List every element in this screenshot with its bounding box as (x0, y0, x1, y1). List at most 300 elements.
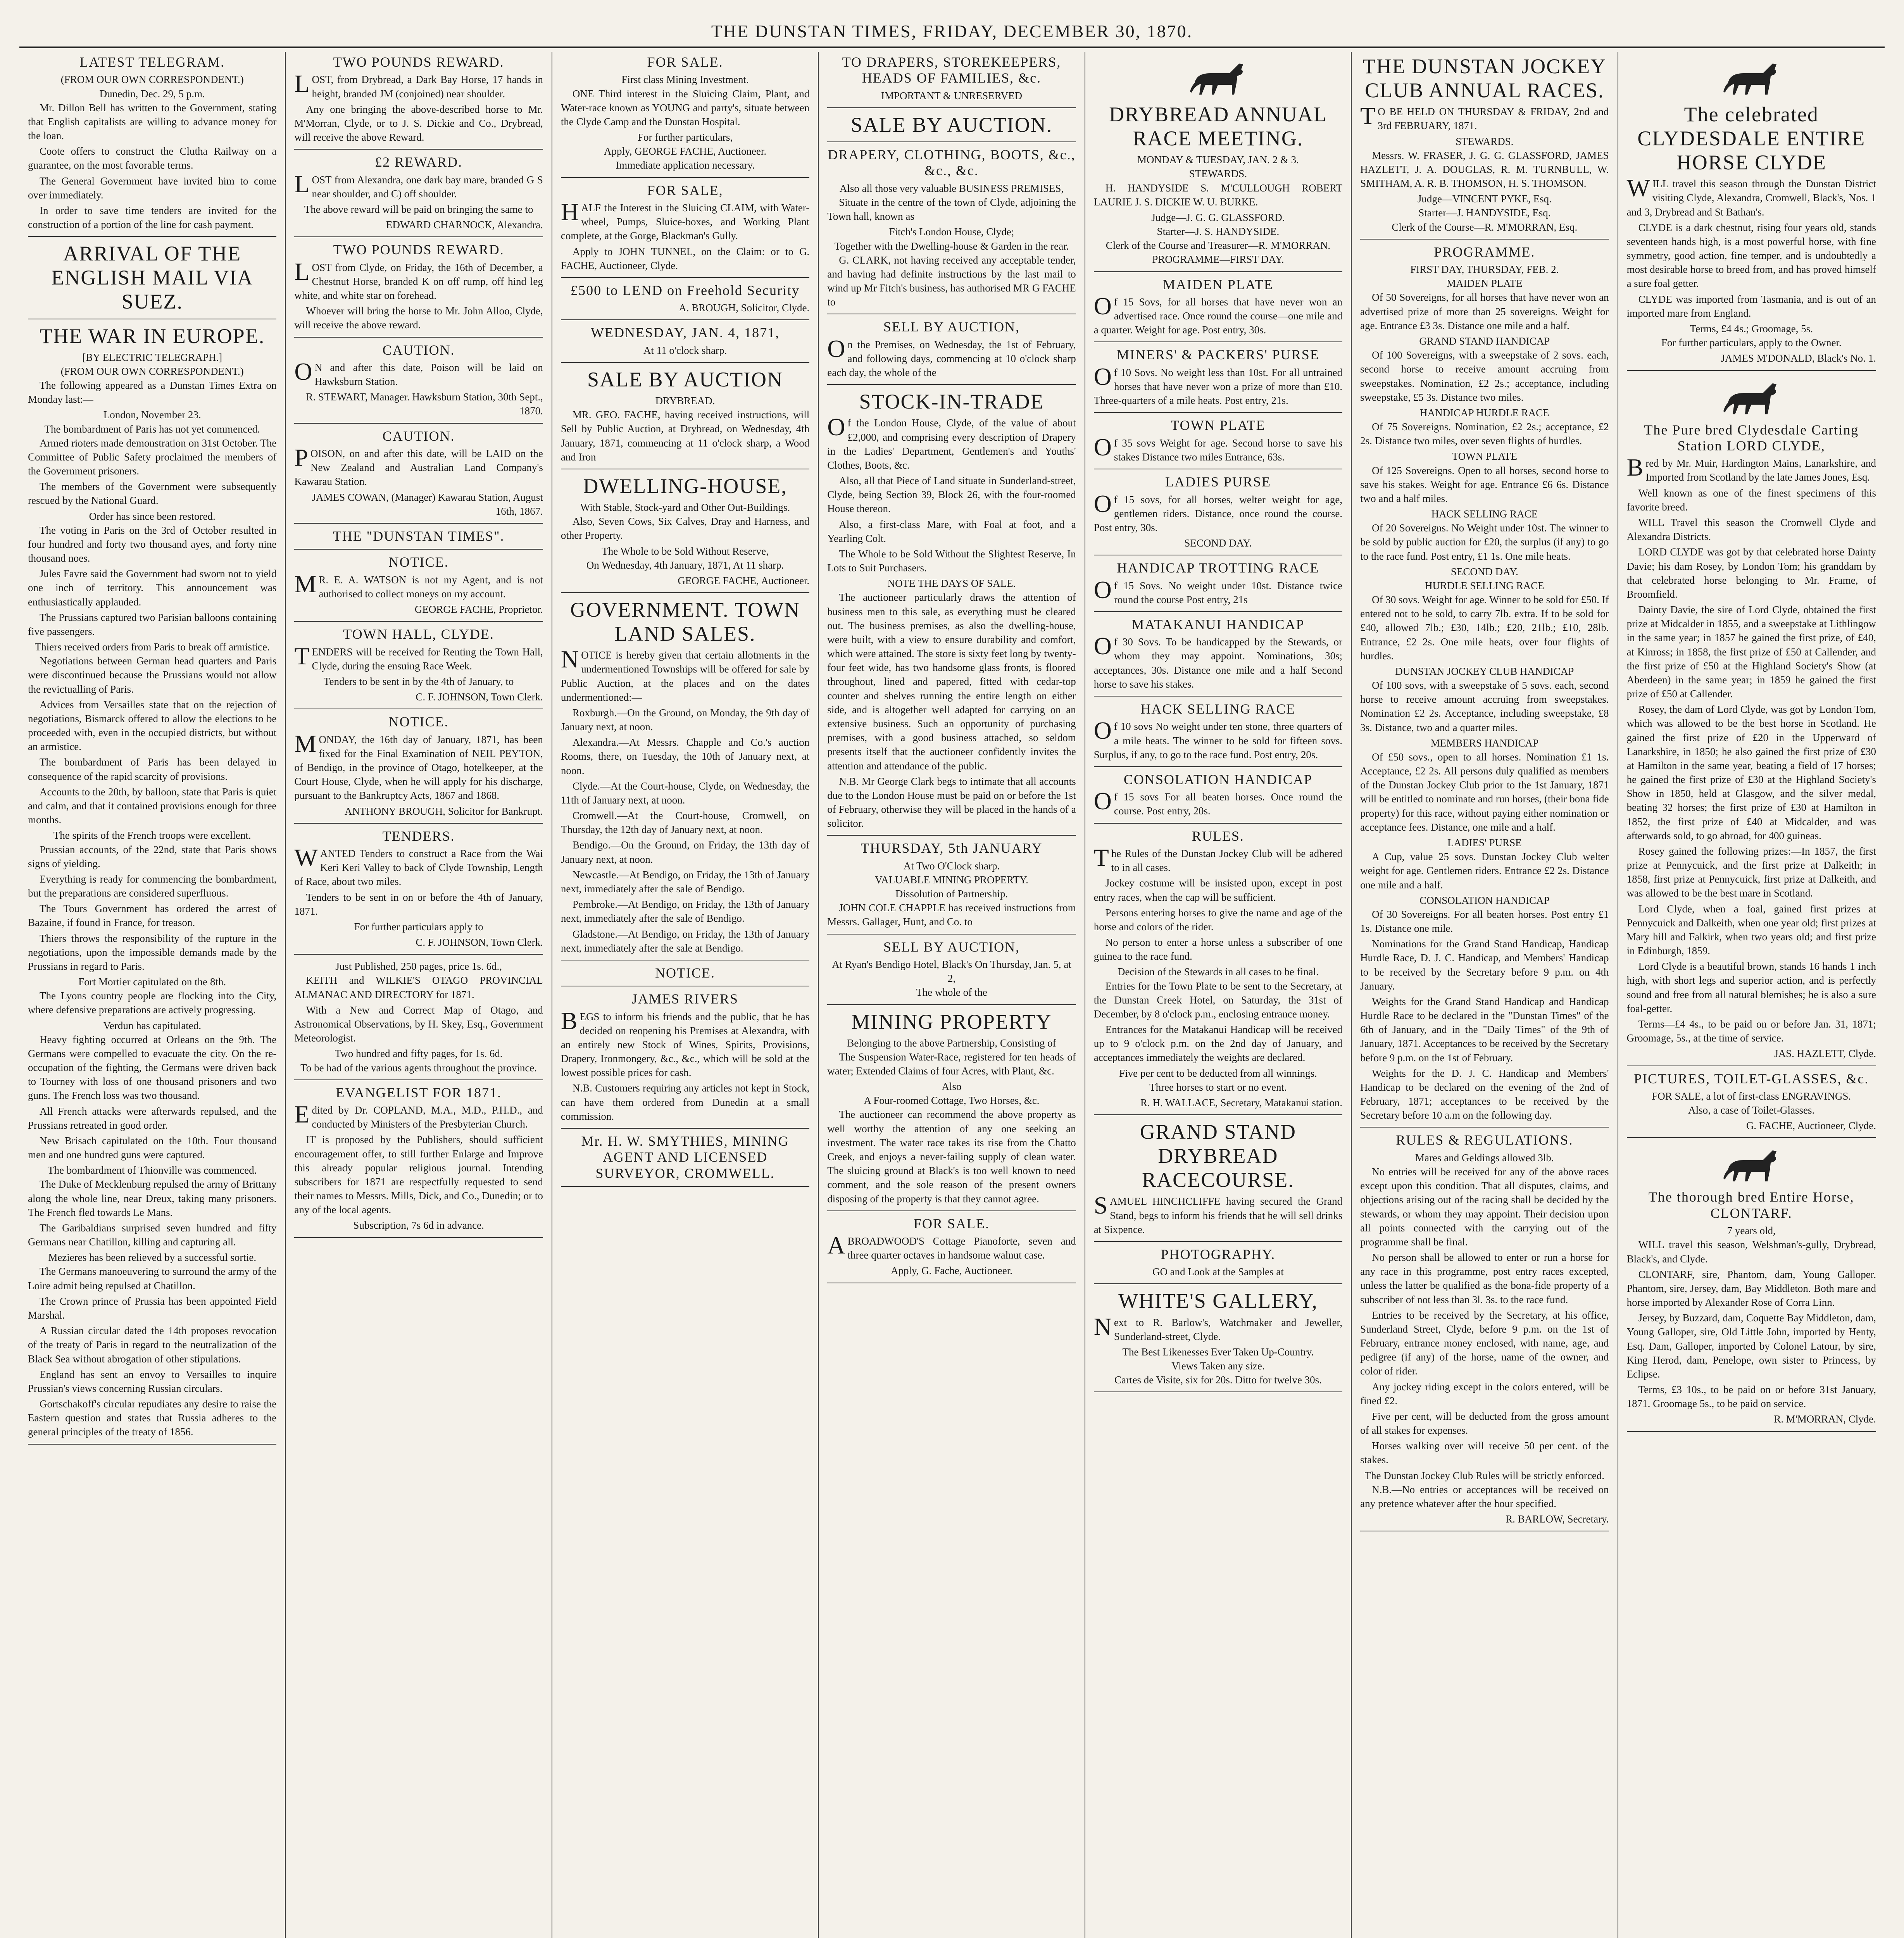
block-signature: R. STEWART, Manager. Hawksburn Station, 30th Sept., 1870. (306, 391, 543, 417)
block-text: Accounts to the 20th, by balloon, state that Paris is quiet and calm, and that it contained provisions enough for three months. (28, 786, 277, 826)
block-text: At Ryan's Bendigo Hotel, Black's On Thursday, Jan. 5, at 2, (832, 959, 1071, 985)
column-4 (819, 52, 1085, 1938)
advert-block (561, 367, 809, 469)
block-text: To be had of the various agents throughout the province. (300, 1062, 537, 1074)
block-title: DWELLING-HOUSE, (583, 474, 787, 498)
block-text: Of 10 Sovs. No weight less than 10st. For all untrained horses that have never won a prize of more than £10. Three-quarters of a mile heats. Post entry, 21s. (1093, 362, 1343, 407)
divider (1094, 412, 1342, 413)
block-text: Of 50 Sovereigns, for all horses that have never won an advertised prize of more than 25 sovereigns. Weight for age. Entrance £3 3s. Distance one mile and a half. (1360, 291, 1609, 331)
block-text: GO and Look at the Samples at (1152, 1266, 1284, 1278)
divider (561, 1128, 809, 1129)
divider (1627, 370, 1876, 371)
advert-block (1094, 277, 1342, 343)
block-title: TOWN HALL, CLYDE. (343, 626, 494, 642)
block-title: SELL BY AUCTION, (883, 939, 1020, 955)
column-7 (1618, 52, 1885, 1938)
block-text: NOTE THE DAYS OF SALE. (887, 578, 1016, 590)
block-title: THE DUNSTAN JOCKEY CLUB ANNUAL RACES. (1362, 55, 1607, 102)
block-text: SECOND DAY. (1450, 566, 1518, 578)
block-text: JOHN COLE CHAPPLE has received instructions from Messrs. Gallager, Hunt, and Co. to (827, 902, 1076, 928)
block-text: HACK SELLING RACE (1431, 508, 1538, 520)
block-text: Together with the Dwelling-house & Garden in the rear. (834, 240, 1069, 252)
block-text: Of £50 sovs., open to all horses. Nomination £1 1s. Acceptance, £2 2s. All persons duly qualified as members of the Dunstan Jockey Club prior to the 1st January, 1871 will be entitled to nominate and run horses, (their bona fide property) for this race, without paying either nomination or acceptance fees. Distance, one mile and a half. (1360, 751, 1609, 833)
block-title: PROGRAMME. (1434, 244, 1535, 260)
block-text: Jules Favre said the Government had sworn not to yield one inch of territory. This announcement was enthusiastically applauded. (28, 568, 277, 608)
block-text: Well known as one of the finest specimens of this favorite breed. (1626, 487, 1876, 513)
divider (1094, 823, 1342, 824)
block-text: Alexandra.—At Messrs. Chapple and Co.'s auction Rooms, there, on Tuesday, the 10th of January next, at noon. (561, 736, 810, 776)
divider (294, 236, 543, 237)
advert-block (1094, 617, 1342, 697)
block-text: Subscription, 7s 6d in advance. (353, 1219, 484, 1231)
block-text: Roxburgh.—On the Ground, on Monday, the 9th day of January next, at noon. (561, 707, 810, 733)
block-text: Two hundred and fifty pages, for 1s. 6d. (335, 1048, 503, 1060)
block-signature: C. F. JOHNSON, Town Clerk. (416, 936, 543, 948)
block-title: THE "DUNSTAN TIMES". (333, 528, 505, 544)
block-text: No person shall be allowed to enter or run a horse for any race in this programme, post entry races excepted, unless the latter be qualified as the bona-fide property of a subscriber of not less than 3l. 3s. to the race fund. (1360, 1252, 1609, 1305)
advert-block (1094, 701, 1342, 767)
block-text: The Garibaldians surprised seven hundred and fifty Germans near Chatillon, killing and capturing all. (28, 1222, 277, 1248)
block-title: JAMES RIVERS (632, 991, 739, 1007)
divider (561, 177, 809, 178)
block-signature: A. BROUGH, Solicitor, Clyde. (679, 302, 810, 314)
advert-block (827, 1216, 1076, 1283)
block-text: Of 30 Sovs. To be handicapped by the Stewards, or whom they may appoint. Nominations, 30s; acceptances, 30s. Distance one mile and a half Second horse to save his stakes. (1093, 632, 1343, 690)
block-text: LADIES' PURSE (1447, 837, 1522, 848)
advert-block (1360, 244, 1609, 1128)
block-text: Dunedin, Dec. 29, 5 p.m. (99, 88, 205, 100)
block-text: Three horses to start or no event. (1149, 1081, 1287, 1093)
advert-block (561, 54, 809, 178)
column-3 (552, 52, 819, 1938)
block-text: The Duke of Mecklenburg repulsed the army of Brittany along the whole line, near Dreux, taking many prisoners. The French fled towards Le Mans. (28, 1178, 277, 1218)
advert-block (827, 390, 1076, 836)
block-text: Of 30 Sovereigns. For all beaten horses. Post entry £1 1s. Distance one mile. (1360, 908, 1609, 935)
block-title: CONSOLATION HANDICAP (1123, 771, 1312, 787)
block-text: NOTICE is hereby given that certain allotments in the undermentioned Townships will be offered for sale by Public Auction, at the places and on the dates undermentioned:— (561, 645, 810, 703)
block-text: Of 35 sovs Weight for age. Second horse to save his stakes Distance two miles Entrance, 63s. (1093, 433, 1343, 463)
block-signature: G. FACHE, Auctioneer, Clyde. (1746, 1120, 1876, 1132)
divider (827, 107, 1076, 108)
block-text: Decision of the Stewards in all cases to be final. (1117, 966, 1319, 978)
block-title: NOTICE. (388, 714, 449, 730)
block-text: IMPORTANT & UNRESERVED (881, 90, 1023, 102)
block-text: STEWARDS. (1456, 135, 1514, 147)
block-title: TWO POUNDS REWARD. (333, 54, 504, 70)
block-text: The members of the Government were subsequently rescued by the National Guard. (28, 481, 277, 507)
block-text: Jersey, by Buzzard, dam, Coquette Bay Middleton, dam, Young Galloper, sire, Old Little John, imported by Henty, Esq. Dam, Galloper, imported by Colonel Latour, by sire, King Herod, dam, Penelope, own sister to Princess, by Eclipse. (1626, 1312, 1876, 1380)
advert-block (561, 183, 809, 278)
block-text: The Dunstan Jockey Club Rules will be strictly enforced. (1364, 1469, 1605, 1481)
racehorse-woodcut-icon (1094, 56, 1342, 98)
block-text: Of 15 sovs, for all horses, welter weight for age, gentlemen riders. Distance, once round the course. Post entry, 30s. (1093, 490, 1343, 533)
advert-block (294, 528, 543, 550)
block-text: Also (942, 1081, 962, 1093)
advert-block (1627, 56, 1876, 371)
block-text: WANTED Tenders to construct a Race from the Wai Keri Keri Valley to back of Clyde Township, Length of Race, about two miles. (294, 844, 543, 888)
advert-block (561, 283, 809, 321)
block-text: Verdun has capitulated. (103, 1019, 202, 1031)
divider (827, 1210, 1076, 1211)
divider (1094, 1391, 1342, 1392)
block-text: Thiers received orders from Paris to break off armistice. (34, 641, 270, 653)
block-text: MR. E. A. WATSON is not my Agent, and is not authorised to collect moneys on my account. (294, 570, 543, 600)
block-text: (FROM OUR OWN CORRESPONDENT.) (60, 365, 244, 377)
advert-block (1094, 772, 1342, 824)
block-signature: JAS. HAZLETT, Clyde. (1774, 1048, 1876, 1060)
block-text: Views Taken any size. (1171, 1360, 1265, 1372)
block-text: Weights for the Grand Stand Handicap and Handicap Hurdle Race to be declared in the "Dunstan Times" of the 6th of January, and in the "Daily Times" of the 9th of January, 1871. Acceptances to be received by the Secretary before 9 p.m. on the 1st of February. (1360, 995, 1609, 1064)
divider (294, 954, 543, 955)
advert-block (827, 147, 1076, 314)
block-text: Mezieres has been relieved by a successful sortie. (48, 1252, 257, 1264)
block-text: ONE Third interest in the Sluicing Claim, Plant, and Water-race known as YOUNG and party's, situate between the Clyde Camp and the Dunstan Hospital. (561, 88, 810, 128)
block-text: For further particulars, apply to the Owner. (1661, 337, 1842, 349)
block-text: Also, Seven Cows, Six Calves, Dray and Harness, and other Property. (561, 516, 810, 541)
advert-block (294, 1085, 543, 1238)
block-title: SALE BY AUCTION (587, 367, 783, 391)
column-5 (1085, 52, 1352, 1938)
advert-block (1094, 1247, 1342, 1285)
block-title: TO DRAPERS, STOREKEEPERS, HEADS OF FAMILIES, &c. (842, 54, 1061, 86)
block-title: SELL BY AUCTION, (883, 319, 1020, 335)
block-text: Rosey gained the following prizes:—In 1857, the first prize at Pennycuick, and the first prize at Dalkeith; in 1858, first prize at Pennycuick, first prize at Dalkeith, and was allowed to be the best mare in Scotland. (1626, 845, 1876, 899)
block-text: TENDERS will be received for Renting the Town Hall, Clyde, during the ensuing Race Week. (294, 642, 543, 672)
block-text: Messrs. W. FRASER, J. G. G. GLASSFORD, JAMES HAZLETT, J. A. DOUGLAS, R. M. TURNBULL, W. SMITHAM, A. R. B. THOMSON, H. S. THOMSON. (1360, 149, 1609, 190)
advert-block (294, 714, 543, 823)
block-text: The bombardment of Paris has been delayed in consequence of the rapid scarcity of provisions. (28, 756, 277, 782)
block-signature: JAMES COWAN, (Manager) Kawarau Station, August 16th, 1867. (312, 491, 543, 517)
block-text: Also, a case of Toilet-Glasses. (1688, 1104, 1815, 1116)
advert-block (1360, 54, 1609, 240)
block-text: CLONTARF, sire, Phantom, dam, Young Galloper. Phantom, sire, Jersey, dam, Bay Middleton. Both mare and horse imported by Alexander Rose of Corra Linn. (1626, 1268, 1876, 1309)
block-title: MAIDEN PLATE (1162, 276, 1273, 292)
block-text: Everything is ready for commencing the bombardment, but the preparations are considered superfluous. (28, 873, 277, 899)
advert-block (294, 828, 543, 955)
block-text: LORD CLYDE was got by that celebrated horse Dainty Davie; his dam Rosey, by London Tom; his granddam by that celebrated horse belonging to Mr. Frame, of Broomfield. (1626, 546, 1876, 600)
block-text: POISON, on and after this date, will be LAID on the New Zealand and Australian Land Company's Kawarau Station. (294, 444, 543, 488)
advert-block (28, 54, 276, 237)
block-text: Of 75 Sovereigns. Nomination, £2 2s.; acceptance, £2 2s. Distance two miles, over seven flights of hurdles. (1360, 421, 1609, 447)
block-text: Immediate application necessary. (616, 159, 755, 171)
block-text: With a New and Correct Map of Otago, and Astronomical Observations, by H. Skey, Esq., Government Meteorologist. (294, 1004, 543, 1044)
block-text: Of 10 sovs No weight under ten stone, three quarters of a mile heats. The winner to be sold for fifteen sovs. Surplus, if any, to go to the race fund. Post entry, 20s. (1093, 717, 1343, 760)
block-text: Bred by Mr. Muir, Hardington Mains, Lanarkshire, and Imported from Scotland by the late James Jones, Esq. (1626, 453, 1876, 483)
block-text: The bombardment of Thionville was commenced. (48, 1164, 257, 1176)
block-text: Any one bringing the above-described horse to Mr. M'Morran, Clyde, or to J. S. Dickie and Co., Drybread, will receive the above Reward. (294, 103, 543, 143)
column-1 (19, 52, 286, 1938)
block-text: The General Government have invited him to come over immediately. (28, 175, 277, 201)
block-text: Apply to JOHN TUNNEL, on the Claim: or to G. FACHE, Auctioneer, Clyde. (561, 245, 810, 271)
block-title: MATAKANUI HANDICAP (1131, 616, 1305, 632)
block-text: Situate in the centre of the town of Clyde, adjoining the Town hall, known as (827, 197, 1076, 222)
block-text: The spirits of the French troops were excellent. (53, 829, 251, 841)
divider (1627, 1137, 1876, 1138)
divider (294, 1237, 543, 1238)
block-text: FIRST DAY, THURSDAY, FEB. 2. (1410, 264, 1559, 276)
block-text: Terms, £4 4s.; Groomage, 5s. (1690, 323, 1813, 334)
divider (1360, 1127, 1609, 1128)
divider (1094, 1114, 1342, 1115)
block-title: The thorough bred Entire Horse, CLONTARF. (1648, 1189, 1854, 1221)
block-text: Mr. Dillon Bell has written to the Government, stating that English capitalists are willing to advance money for the loan. (28, 102, 277, 142)
block-title: NOTICE. (655, 965, 716, 981)
block-title: FOR SALE. (913, 1216, 990, 1231)
divider (827, 934, 1076, 935)
block-text: The bombardment of Paris has not yet commenced. (44, 423, 260, 435)
block-text: 7 years old, (1727, 1225, 1776, 1237)
block-text: Of 20 Sovereigns. No Weight under 10st. The winner to be sold by public auction for £20, the surplus (if any) to go to the race fund. Post entry, £1 1s. One mile heats. (1360, 522, 1609, 562)
block-text: The Best Likenesses Ever Taken Up-Country. (1122, 1346, 1314, 1358)
block-title: FOR SALE. (647, 54, 723, 70)
block-text: The Lyons country people are flocking into the City, where defensive preparations are actively progressing. (28, 990, 277, 1016)
block-text: Dainty Davie, the sire of Lord Clyde, obtained the first prize at Midcalder in 1855, and a sweepstake at Lithlingow in the same year; in 1857 he gained the first prize, of £40, at Kinross; in 1858, the first prize of £50 at Callender, and the first prize of £50 at the Highland Society's Show (at Aberdeen) in the same year; in 1859 he gained the first prize of £50 at Callender. (1626, 604, 1876, 700)
block-text: Also, all that Piece of Land situate in Sunderland-street, Clyde, being Section 39, Block 26, with the four-roomed House thereon. (827, 475, 1076, 515)
block-signature: EDWARD CHARNOCK, Alexandra. (386, 219, 543, 231)
block-text: WILL Travel this season the Cromwell Clyde and Alexandra Districts. (1626, 516, 1876, 543)
advert-block (1094, 347, 1342, 413)
block-text: MAIDEN PLATE (1446, 278, 1523, 290)
advert-block (28, 241, 276, 319)
advert-block (1627, 1071, 1876, 1138)
column-6 (1352, 52, 1618, 1938)
block-text: Clyde.—At the Court-house, Clyde, on Wednesday, the 11th of January next, at noon. (561, 780, 810, 806)
block-text: At Two O'Clock sharp. (903, 860, 1000, 872)
divider (1360, 239, 1609, 240)
block-text: Terms—£4 4s., to be paid on or before Jan. 31, 1871; Groomage, 5s., at the time of service. (1626, 1018, 1876, 1044)
block-text: Fort Mortier capitulated on the 8th. (78, 976, 226, 988)
block-text: Clerk of the Course and Treasurer—R. M'MORRAN. (1105, 240, 1331, 252)
block-title: The celebrated CLYDESDALE ENTIRE HORSE CLYDE (1637, 103, 1866, 174)
block-text: [BY ELECTRIC TELEGRAPH.] (82, 351, 222, 363)
block-signature: GEORGE FACHE, Auctioneer. (678, 574, 810, 586)
divider (561, 277, 809, 278)
block-title: MINING PROPERTY (851, 1010, 1052, 1033)
block-signature: R. BARLOW, Secretary. (1506, 1513, 1609, 1525)
block-text: Of 30 sovs. Weight for age. Winner to be sold for £50. If entered not to be sold, to carry 7lb. extra. If to be sold for £40, allowed 7lb.; £30, 14lb.; £20, 21lb.; £10, 28lb. Entrance, £2 2s. One mile heats, over four flights of hurdles. (1360, 594, 1609, 662)
block-text: Bendigo.—On the Ground, on Friday, the 13th day of January next, at noon. (561, 839, 810, 865)
block-text: Heavy fighting occurred at Orleans on the 9th. The Germans were compelled to evacuate the city. On the re-occupation of the fighting, the Germans were driven back to Tourney with loss of one thousand prisoners and two guns. The French loss was two thousand. (28, 1033, 277, 1102)
advert-block (561, 598, 809, 960)
divider (1094, 341, 1342, 342)
divider (294, 149, 543, 150)
advert-block (1360, 1132, 1609, 1531)
block-text: Of 125 Sovereigns. Open to all horses, second horse to save his stakes. Weight for age. Entrance £6 6s. Distance two and a half miles. (1360, 464, 1609, 504)
block-title: LATEST TELEGRAM. (79, 54, 225, 70)
advert-block (1627, 1143, 1876, 1431)
block-text: FOR SALE, a lot of first-class ENGRAVINGS. (1652, 1090, 1851, 1102)
block-title: ARRIVAL OF THE ENGLISH MAIL VIA SUEZ. (51, 242, 254, 314)
block-text: All French attacks were afterwards repulsed, and the Prussians retreated in good order. (28, 1105, 277, 1131)
divider (1094, 611, 1342, 612)
block-text: Advices from Versailles state that on the rejection of negotiations, Bismarck offered to allow the elections to be proceeded with, even in the occupied districts, but without an armistice. (28, 698, 277, 753)
block-text: BEGS to inform his friends and the public, that he has decided on reopening his Premises at Alexandra, with an entirely new Stock of Wines, Spirits, Provisions, Drapery, Ironmongery, &c., &c., which will be sold at the lowest possible prices for cash. (561, 1007, 810, 1079)
block-title: GRAND STAND DRYBREAD RACECOURSE. (1140, 1120, 1297, 1192)
divider (1094, 1283, 1342, 1284)
block-title: GOVERNMENT. TOWN LAND SALES. (570, 598, 800, 646)
block-text: Rosey, the dam of Lord Clyde, was got by London Tom, which was allowed to be the best horse in Scotland. He gained the first prize of £20 in the Upperward of Lanarkshire, in 1850; he also gained the first prize of £30 at Hamilton in the same year, beating a field of 17 horses; he gained the first prize of £30 at the Highland Society's Show in 1850, held at Glasgow, and the silver medal, beating 32 horses; the first prize of £30 at Hamilton in 1852, the first prize of £40 at Midcalder, and was afterwards sold, to go abroad, for 400 guineas. (1626, 703, 1876, 841)
block-title: £2 REWARD. (375, 154, 463, 170)
divider (294, 337, 543, 338)
block-title: TOWN PLATE (1171, 417, 1266, 433)
block-text: DUNSTAN JOCKEY CLUB HANDICAP (1395, 665, 1574, 677)
block-text: The Whole to be Sold Without Reserve, (602, 545, 769, 557)
block-text: CONSOLATION HANDICAP (1419, 894, 1550, 906)
block-text: Of 15 sovs For all beaten horses. Once round the course. Post entry, 20s. (1093, 787, 1343, 817)
divider (561, 1186, 809, 1187)
block-text: The following appeared as a Dunstan Times Extra on Monday last:— (28, 379, 277, 405)
block-text: With Stable, Stock-yard and Other Out-Buildings. (580, 502, 790, 514)
block-text: Also all those very valuable BUSINESS PREMISES, (839, 182, 1064, 194)
block-text: SAMUEL HINCHCLIFFE having secured the Grand Stand, begs to inform his friends that he will sell drinks at Sixpence. (1093, 1191, 1343, 1235)
block-text: Of 100 Sovereigns, with a sweepstake of 2 sovs. each, second horse to receive amount accruing from sweepstakes. Nomination, £2 2s.; acceptance, including sweepstake, £5 3s. Distance two miles. (1360, 349, 1609, 403)
divider (561, 362, 809, 363)
block-text: IT is proposed by the Publishers, should sufficient encouragement offer, to still further Enlarge and Improve this already popular religious journal. Intending subscribers for 1871 are respectfully requested to send their names to Messrs. Mills, Dick, and Co., Dunedin; or to any of the local agents. (294, 1134, 543, 1216)
divider (28, 1444, 276, 1445)
block-text: The above reward will be paid on bringing the same to (304, 203, 533, 215)
block-text: DRYBREAD. (655, 395, 715, 407)
advert-block (294, 54, 543, 150)
block-text: London, November 23. (103, 409, 201, 421)
advert-block (28, 324, 276, 1445)
block-title: HACK SELLING RACE (1140, 701, 1296, 717)
block-text: HURDLE SELLING RACE (1425, 579, 1544, 591)
horse-woodcut-icon (1627, 376, 1876, 418)
block-text: Entries to be received by the Secretary, at his office, Sunderland Street, Clyde, before 9 p.m. on the 1st of February, entrance money enclosed, with name, age, and pedigree (if any) of the horse, name of the owner, and color of rider. (1360, 1309, 1609, 1377)
block-text: PROGRAMME—FIRST DAY. (1152, 253, 1284, 266)
block-text: WILL travel this season, Welshman's-gully, Drybread, Black's, and Clyde. (1626, 1239, 1876, 1265)
block-text: Apply, GEORGE FACHE, Auctioneer. (604, 145, 767, 157)
block-text: Coote offers to construct the Clutha Railway on a guarantee, on the most favorable terms. (28, 145, 277, 171)
block-text: On the Premises, on Wednesday, the 1st of February, and following days, commencing at 10 o'clock sharp each day, the whole of the (827, 334, 1076, 379)
block-text: (FROM OUR OWN CORRESPONDENT.) (60, 74, 244, 86)
block-text: Of the London House, Clyde, of the value of about £2,000, and comprising every description of Drapery in the Ladies' Department, Gentlemen's and Youths' Clothes, Boots, &c. (827, 413, 1076, 471)
block-text: Whoever will bring the horse to Mr. John Alloo, Clyde, will receive the above reward. (294, 305, 543, 331)
block-title: WHITE'S GALLERY, (1118, 1289, 1318, 1313)
block-text: England has sent an envoy to Versailles to inquire Prussian's views concerning Russian circulars. (28, 1368, 277, 1394)
divider (294, 1079, 543, 1080)
block-text: HANDICAP HURDLE RACE (1420, 407, 1549, 419)
block-title: MINERS' & PACKERS' PURSE (1117, 347, 1319, 363)
block-text: N.B. Mr George Clark begs to intimate that all accounts due to the London House must be paid on or before the 1st of February, otherwise they will be placed in the hands of a solicitor. (827, 775, 1076, 829)
block-title: Mr. H. W. SMYTHIES, MINING AGENT AND LICENSED SURVEYOR, CROMWELL. (581, 1133, 789, 1181)
block-text: Of 100 sovs, with a sweepstake of 5 sovs. each, second horse to receive amount accruing from sweepstakes. Nomination £2 2s. Acceptance, including sweepstake, £8 3s. Distance, two and a quarter miles. (1360, 679, 1609, 733)
block-title: NOTICE. (388, 554, 449, 570)
block-text: Persons entering horses to give the name and age of the horse and colors of the rider. (1093, 907, 1343, 933)
advert-block (827, 1010, 1076, 1211)
divider (561, 592, 809, 593)
block-text: Clerk of the Course—R. M'MORRAN, Esq. (1392, 221, 1578, 233)
advert-block (294, 154, 543, 237)
block-text: At 11 o'clock sharp. (643, 344, 727, 356)
column-2 (286, 52, 552, 1938)
advert-block (294, 342, 543, 424)
block-text: STEWARDS. (1189, 168, 1247, 180)
block-text: No entries will be received for any of the above races except upon this condition. That all disputes, claims, and objections arising out of the racing shall be decided by the stewards, or whom they may appoint. Their decision upon all points connected with the carrying out of the programme shall be final. (1360, 1166, 1609, 1248)
block-text: First class Mining Investment. (621, 74, 749, 86)
block-signature: JAMES M'DONALD, Black's No. 1. (1721, 352, 1876, 364)
block-title: CAUTION. (382, 428, 455, 444)
block-text: Gladstone.—At Bendigo, on Friday, the 13th of January next, immediately after the sale at Bendigo. (561, 928, 810, 954)
block-title: DRYBREAD ANNUAL RACE MEETING. (1109, 103, 1327, 150)
block-text: Judge—VINCENT PYKE, Esq. (1417, 193, 1552, 205)
block-text: Lord Clyde is a beautiful brown, stands 16 hands 1 inch high, with short legs and superior action, and is perfectly sound and free from all natural blemishes; he is also a sure foal-getter. (1626, 960, 1876, 1014)
block-title: THURSDAY, 5th JANUARY (861, 840, 1043, 856)
block-title: £500 to LEND on Freehold Security (571, 282, 800, 298)
advert-block (294, 554, 543, 622)
block-text: WILL travel this season through the Dunstan District visiting Clyde, Alexandra, Cromwell, Black's, Nos. 1 and 3, Drybread and St Bathan's. (1626, 174, 1876, 218)
block-title: RULES. (1192, 828, 1244, 844)
advert-block (1094, 474, 1342, 555)
block-text: SECOND DAY. (1184, 537, 1252, 549)
block-text: The Germans manoeuvering to surround the army of the Loire admit being repulsed at Chatillon. (28, 1266, 277, 1291)
advert-block (294, 959, 543, 1080)
advert-block (1094, 1120, 1342, 1242)
block-text: No person to enter a horse unless a subscriber of one guinea to the race fund. (1093, 936, 1343, 962)
block-title: WEDNESDAY, JAN. 4, 1871, (591, 325, 780, 341)
block-text: CLYDE is a dark chestnut, rising four years old, stands seventeen hands high, is a most powerful horse, with fine symmetry, good action, fine temper, and is undoubtedly a most desirable horse to breed from, and has proved himself a sure foal getter. (1626, 221, 1876, 290)
block-title: PICTURES, TOILET-GLASSES, &c. (1634, 1071, 1869, 1086)
block-title: TWO POUNDS REWARD. (333, 242, 504, 258)
block-text: Nominations for the Grand Stand Handicap, Handicap Hurdle Race, D. J. C. Handicap, and Members' Handicap to be received by the Secretary before 9 p.m. on 4th January. (1360, 938, 1609, 992)
block-text: Pembroke.—At Bendigo, on Friday, the 13th of January next, immediately after the sale of Bendigo. (561, 898, 810, 924)
divider (294, 823, 543, 824)
block-text: The voting in Paris on the 3rd of October resulted in four hundred and forty two thousand ayes, and forty nine thousand noes. (28, 524, 277, 564)
block-signature: R. M'MORRAN, Clyde. (1774, 1413, 1876, 1425)
block-text: A Cup, value 25 sovs. Dunstan Jockey Club welter weight for age. Gentlemen riders. Entrance £2 2s. Distance one mile and a half. (1360, 851, 1609, 891)
block-text: In order to save time tenders are invited for the construction of a portion of the line for cash payment. (28, 204, 277, 231)
block-text: Entries for the Town Plate to be sent to the Secretary, at the Dunstan Creek Hotel, on Saturday, the 31st of December, by 8 o'clock p.m., enclosing entrance money. (1093, 980, 1343, 1020)
block-text: A Four-roomed Cottage, Two Horses, &c. (864, 1095, 1040, 1107)
block-text: Newcastle.—At Bendigo, on Friday, the 13th of January next, immediately after the sale of Bendigo. (561, 869, 810, 895)
advert-block (561, 991, 809, 1129)
block-text: Entrances for the Matakanui Handicap will be received up to 9 o'clock p.m. on the 2nd day of January, and acceptances immediately the weights are declared. (1093, 1024, 1343, 1064)
block-text: The Suspension Water-Race, registered for ten heads of water; Extended Claims of four Acres, with Plant, &c. (827, 1051, 1076, 1077)
block-text: Tenders to be sent in by the 4th of January, to (323, 675, 514, 687)
block-text: MONDAY, the 16th day of January, 1871, has been fixed for the Final Examination of NEIL PEYTON, of Bendigo, in the province of Otago, hotelkeeper, at the Court House, Clyde, when he will apply for his discharge, pursuant to the Bankruptcy Acts, 1867 and 1868. (294, 729, 543, 802)
block-text: MONDAY & TUESDAY, JAN. 2 & 3. (1137, 154, 1299, 166)
block-text: The Crown prince of Prussia has been appointed Field Marshal. (28, 1295, 277, 1321)
divider (294, 549, 543, 550)
block-text: Tenders to be sent in on or before the 4th of January, 1871. (294, 891, 543, 917)
block-text: HALF the Interest in the Sluicing CLAIM, with Water-wheel, Pumps, Sluice-boxes, and Working Plant complete, at the Gorge, Blackman's Gully. (561, 198, 810, 242)
divider (294, 621, 543, 622)
block-text: ABROADWOOD'S Cottage Pianoforte, seven and three quarter octaves in handsome walnut case. (827, 1231, 1076, 1261)
block-text: Just Published, 250 pages, price 1s. 6d., (335, 960, 502, 972)
block-text: MR. GEO. FACHE, having received instructions, will Sell by Public Auction, at Drybread, on Wednesday, 4th January, 1871, commencing at 11 o'clock sharp, a Wood and Iron (561, 409, 810, 463)
divider (294, 523, 543, 524)
divider (28, 236, 276, 237)
advert-block (561, 325, 809, 363)
block-text: Jockey costume will be insisted upon, except in post entry races, when the cap will be sufficient. (1093, 877, 1343, 903)
block-text: Thiers throws the responsibility of the rupture in the negotiations, upon the impossible demands made by the Prussians in regard to Paris. (28, 932, 277, 972)
block-text: Gortschakoff's circular repudiates any desire to raise the Eastern question and states that Russia adheres to the general principles of the treaty of 1856. (28, 1398, 277, 1438)
advert-block (294, 626, 543, 709)
advert-block (1627, 376, 1876, 1066)
block-text: CLYDE was imported from Tasmania, and is out of an imported mare from England. (1626, 293, 1876, 319)
block-text: The whole of the (916, 986, 987, 998)
block-text: Cartes de Visite, six for 20s. Ditto for twelve 30s. (1114, 1374, 1322, 1386)
block-text: On Wednesday, 4th January, 1871, At 11 sharp. (586, 559, 784, 571)
block-title: PHOTOGRAPHY. (1161, 1246, 1276, 1262)
advert-block (561, 965, 809, 986)
block-text: For further particulars, (637, 131, 733, 143)
block-text: Mares and Geldings allowed 3lb. (1415, 1152, 1554, 1164)
block-text: TO BE HELD ON THURSDAY & FRIDAY, 2nd and 3rd FEBRUARY, 1871. (1360, 102, 1609, 132)
advert-block (561, 474, 809, 593)
advert-block (294, 242, 543, 337)
divider (561, 319, 809, 320)
